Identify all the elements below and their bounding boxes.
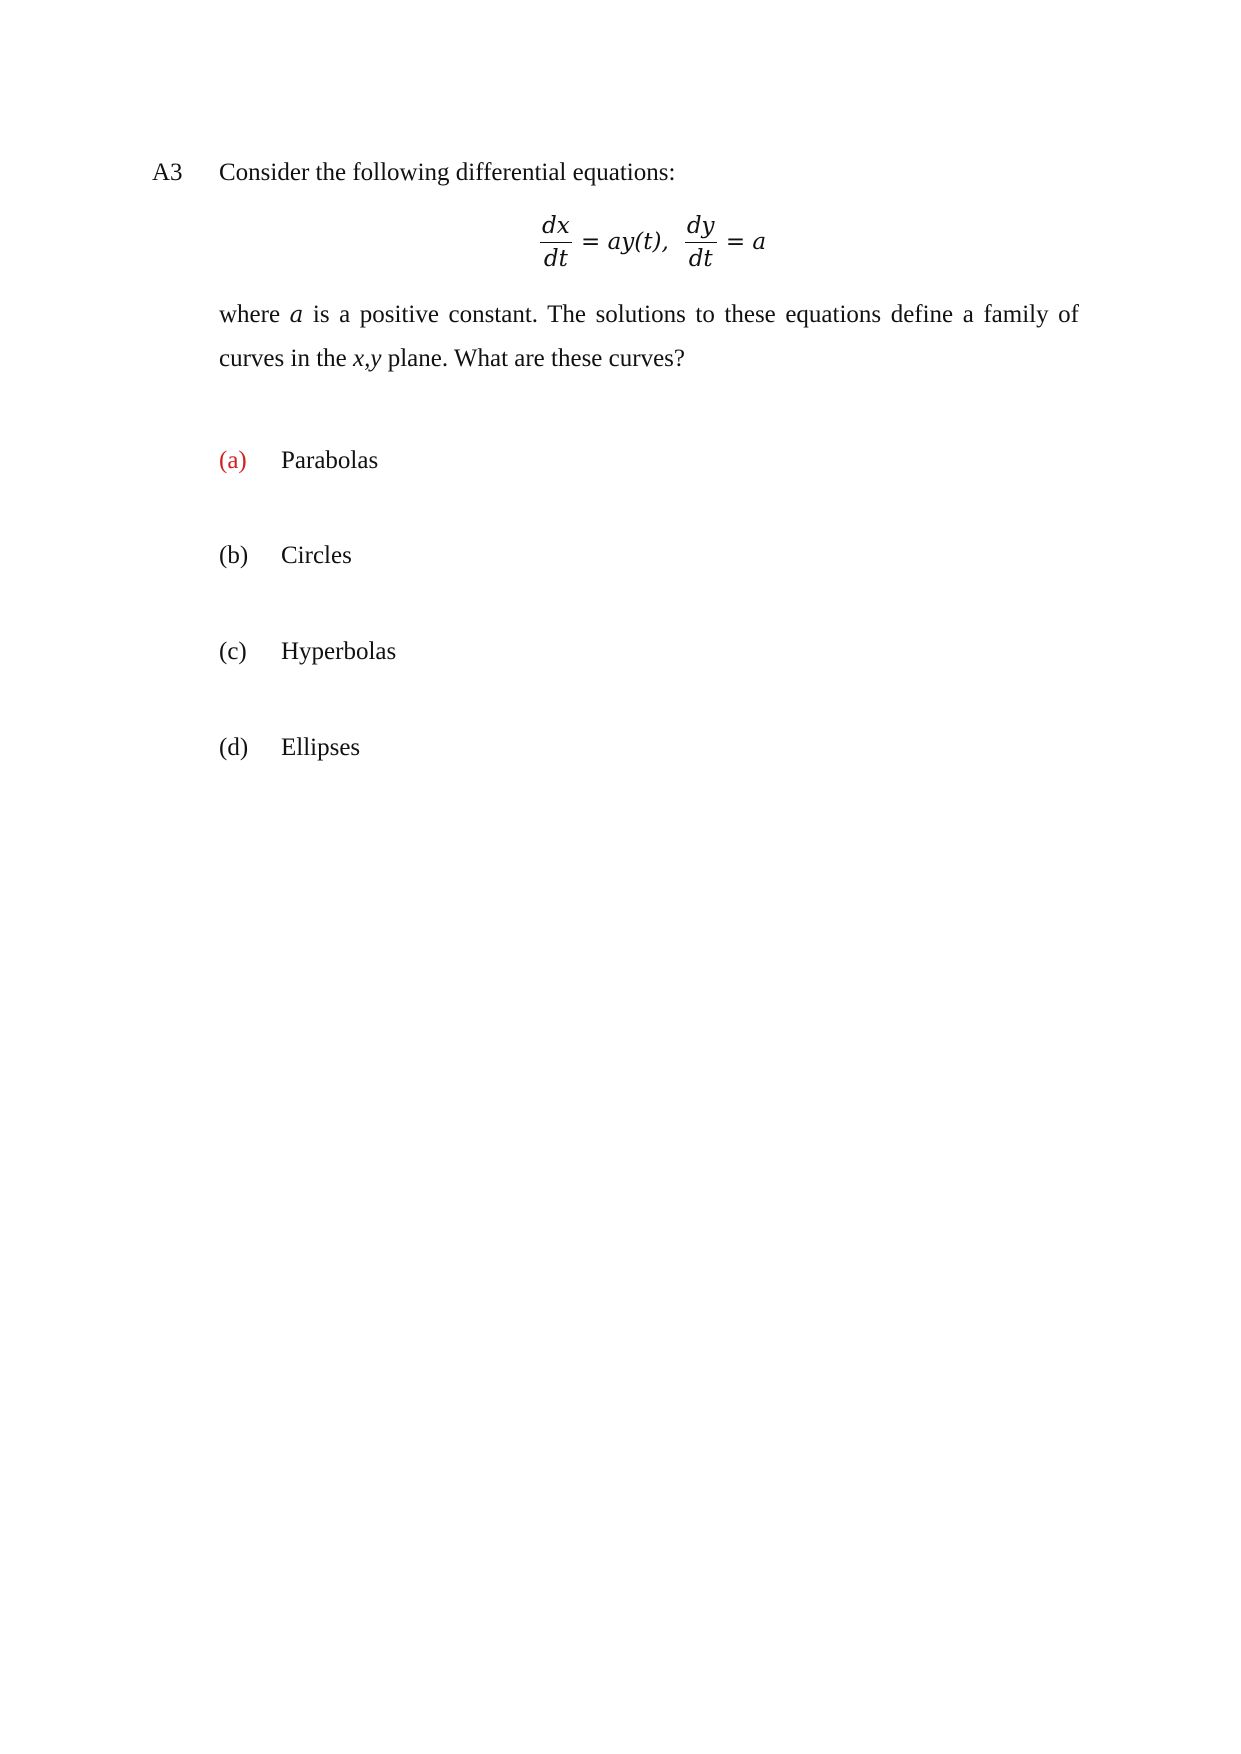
question-body bbox=[219, 293, 1079, 381]
fraction-dy-dt bbox=[685, 212, 717, 273]
body-text: is a positive constant. The solutions to these equations define a family of bbox=[303, 301, 1079, 328]
math-variable: a bbox=[289, 302, 304, 328]
equation-rhs-second: = a bbox=[718, 229, 767, 255]
question-number: A3 bbox=[152, 159, 183, 186]
option-text: Circles bbox=[281, 542, 352, 569]
option-text: Hyperbolas bbox=[281, 638, 397, 665]
differential-equations bbox=[538, 209, 766, 275]
option-text: Parabolas bbox=[281, 447, 379, 474]
fraction-denominator: dt bbox=[543, 245, 568, 272]
body-text: curves in the bbox=[219, 345, 353, 372]
body-text: where bbox=[219, 301, 290, 328]
option-label: (d) bbox=[219, 734, 249, 761]
option-label: (b) bbox=[219, 542, 249, 569]
fraction-dx-dt bbox=[540, 212, 572, 273]
question-body-line-1 bbox=[219, 293, 1079, 337]
option-label: (c) bbox=[219, 638, 247, 665]
fraction-denominator: dt bbox=[688, 245, 713, 272]
fraction-numerator: dx bbox=[540, 212, 572, 243]
math-variables: x,y bbox=[352, 345, 382, 372]
question-intro: Consider the following differential equations: bbox=[219, 159, 676, 186]
option-label: (a) bbox=[219, 447, 247, 474]
fraction-numerator: dy bbox=[685, 212, 717, 243]
option-text: Ellipses bbox=[281, 734, 361, 761]
body-text: plane. What are these curves? bbox=[381, 345, 685, 372]
equation-rhs-first: = ay(t), bbox=[573, 229, 669, 255]
question-body-line-2 bbox=[219, 337, 1079, 381]
